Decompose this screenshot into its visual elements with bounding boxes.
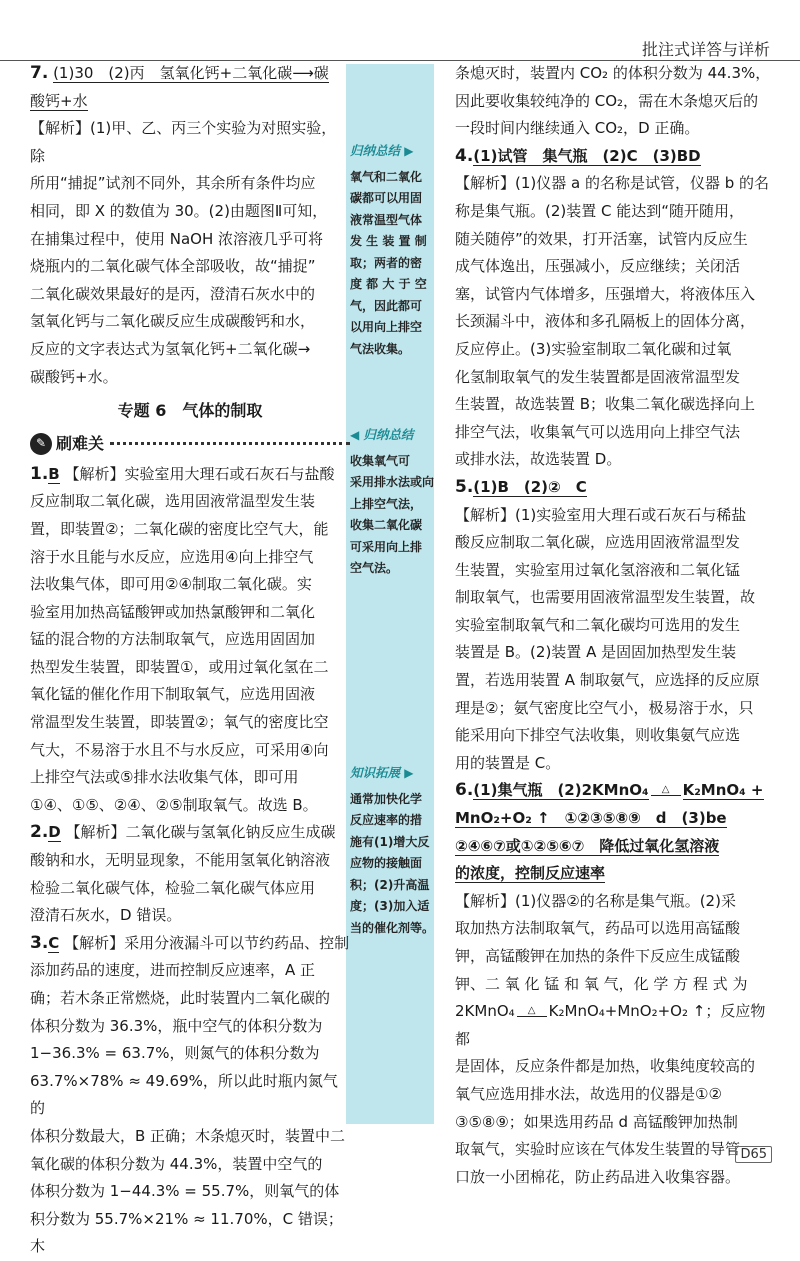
note-line: 收集氧气可	[350, 453, 411, 468]
note-title: 归纳总结	[363, 427, 414, 442]
answer-text: 的浓度，控制反应速率	[455, 864, 606, 883]
analysis-line: 体积分数为 1−44.3% = 55.7%，则氧气的体	[30, 1182, 340, 1201]
analysis-line: 常温型发生装置，即装置②；氧气的密度比空	[30, 713, 329, 732]
note-line: 应物的接触面	[350, 856, 423, 870]
side-note-2	[350, 424, 434, 580]
reaction-arrow	[651, 785, 681, 796]
analysis-line: 溶于水且能与水反应，应选用④向上排空气	[30, 547, 314, 566]
answer-letter: C	[48, 933, 60, 952]
analysis-line: 碳酸钙+水。	[30, 367, 118, 386]
section-header	[30, 429, 350, 459]
equation-right: K₂MnO₄+MnO₂+O₂ ↑；反应物都	[455, 1002, 766, 1048]
arrow-right-icon: ▶	[404, 144, 414, 158]
heat-symbol: △	[527, 1005, 536, 1017]
note-line: 度；(3)加入适	[350, 899, 430, 913]
analysis-line: 理是②；氨气密度比空气小，极易溶于水，只	[455, 698, 754, 717]
analysis-line: 添加药品的速度，进而控制反应速率，A 正	[30, 961, 316, 980]
q6-answer-cont	[455, 833, 771, 861]
analysis-line: 体积分数最大，B 正确；木条熄灭时，装置中二	[30, 1126, 346, 1145]
equation-line	[455, 998, 771, 1053]
note-line: 发 生 装 置 制	[350, 234, 427, 248]
analysis-line: 是固体，反应条件都是加热，收集纯度较高的	[455, 1057, 756, 1076]
analysis-line: 酸反应制取二氧化碳，应选用固液常温型发	[455, 533, 741, 552]
note-title: 归纳总结	[350, 143, 401, 158]
analysis-line: 氧化锰的催化作用下制取氧气，应选用固液	[30, 685, 316, 704]
analysis-line: 置，即装置②；二氧化碳的密度比空气大，能	[30, 519, 329, 538]
answer-text: K₂MnO₄ +	[682, 781, 764, 800]
analysis-line: 氢氧化钙与二氧化碳反应生成碳酸钙和水，	[30, 312, 316, 331]
question-number: 1.	[30, 463, 49, 484]
section-label: 刷难关	[56, 433, 105, 453]
answer-letter: D	[48, 823, 61, 842]
analysis-line: 排空气法，收集氧气可以选用向上排空气法	[455, 422, 741, 441]
q7-answer	[30, 60, 350, 88]
analysis-line: 确；若木条正常燃烧，此时装置内二氧化碳的	[30, 989, 331, 1007]
note-line: 气，因此都可	[350, 298, 423, 313]
analysis-line: 装置是 B。(2)装置 A 是固固加热型发生装	[455, 643, 737, 662]
note-line: 可采用向上排	[350, 539, 423, 554]
analysis-line: 置，若选用装置 A 制取氨气，应选择的反应原	[455, 671, 760, 690]
q3-line	[30, 930, 350, 958]
note-line: 液常温型气体	[350, 212, 423, 227]
note-line: 空气法。	[350, 561, 399, 575]
note-line: 施有(1)增大反	[350, 834, 430, 849]
note-line: 采用排水法或向	[350, 475, 435, 489]
note-line: 积；(2)升高温	[350, 877, 430, 892]
analysis-line: 取加热方法制取氧气，药品可以选用高锰酸	[455, 919, 741, 938]
analysis-line: 相同，即 X 的数值为 30。(2)由题图Ⅱ可知，	[30, 201, 328, 220]
side-note-3	[350, 762, 434, 939]
analysis-line: 热型发生装置，即装置①，或用过氧化氢在二	[30, 657, 329, 676]
analysis-line: 所用“捕捉”试剂不同外，其余所有条件均应	[30, 174, 316, 193]
analysis-line: 氧化碳的体积分数为 44.3%，装置中空气的	[30, 1154, 323, 1173]
analysis-line: 因此要收集较纯净的 CO₂，需在木条熄灭后的	[455, 91, 759, 110]
analysis-line: 澄清石灰水，D 错误。	[30, 906, 182, 925]
analysis-line: 积分数为 55.7%×21% ≈ 11.70%，C 错误；木	[30, 1209, 343, 1256]
analysis-line: 【解析】实验室用大理石或石灰石与盐酸	[64, 464, 335, 483]
q6-answer-cont	[455, 860, 771, 888]
question-number: 2.	[30, 822, 49, 843]
analysis-line: 【解析】采用分液漏斗可以节约药品、控制	[64, 933, 350, 952]
analysis-line: 能采用向下排空气法收集，则收集氨气应选	[455, 726, 741, 745]
analysis-line: 反应停止。(3)实验室制取二氧化碳和过氧	[455, 339, 732, 358]
question-number: 4.	[455, 145, 474, 166]
analysis-line: 体积分数为 36.3%，瓶中空气的体积分数为	[30, 1016, 323, 1035]
note-line: 气法收集。	[350, 341, 411, 356]
question-number: 3.	[30, 932, 49, 953]
analysis-line: ①④、①⑤、②④、②⑤制取氧气。故选 B。	[30, 795, 318, 814]
answer-text: MnO₂+O₂ ↑ ①②③⑤⑧⑨ d (3)be	[455, 809, 727, 828]
q2-line	[30, 819, 350, 847]
analysis-line: 用的装置是 C。	[455, 753, 561, 772]
analysis-line: 制取氧气，也需要用固液常温型发生装置，故	[455, 588, 756, 607]
right-column	[455, 60, 771, 1191]
note-line: 碳都可以用固	[350, 191, 423, 205]
analysis-line: ③⑤⑧⑨；如果选用药品 d 高锰酸钾加热制	[455, 1112, 738, 1131]
analysis-line: 1−36.3% = 63.7%，则氮气的体积分数为	[30, 1044, 320, 1063]
page-header	[0, 34, 800, 61]
analysis-line: 化氢制取氧气的发生装置都是固液常温型发	[455, 367, 741, 386]
analysis-line: 取氧气，实验时应该在气体发生装置的导管	[455, 1140, 741, 1159]
analysis-line: 反应制取二氧化碳，选用固液常温型发生装	[30, 492, 316, 511]
left-column	[30, 60, 350, 1261]
reaction-arrow	[517, 1006, 547, 1017]
q1-line	[30, 461, 350, 489]
analysis-line: 上排空气法或⑤排水法收集气体，即可用	[30, 768, 299, 787]
note-line: 上排空气法，	[350, 496, 423, 511]
q5-answer	[455, 474, 771, 502]
question-number: 6.	[455, 780, 474, 801]
analysis-line: 法收集气体，即可用②④制取二氧化碳。实	[30, 575, 312, 594]
note-line: 反应速率的措	[350, 813, 423, 827]
analysis-line: 钾，高锰酸钾在加热的条件下反应生成锰酸	[455, 947, 741, 965]
analysis-line: 或排水法，故选装置 D。	[455, 450, 622, 469]
analysis-line: 二氧化碳效果最好的是丙，澄清石灰水中的	[30, 284, 316, 303]
analysis-line: 反应的文字表达式为氢氧化钙+二氧化碳→	[30, 339, 311, 358]
dotted-divider	[110, 442, 350, 445]
brush-icon: ✎	[30, 433, 52, 455]
note-line: 通常加快化学	[350, 791, 423, 806]
analysis-line: 生装置，实验室用过氧化氢溶液和二氧化锰	[455, 560, 741, 579]
answer-text: (1)试管 集气瓶 (2)C (3)BD	[473, 146, 701, 165]
question-number: 7.	[30, 63, 49, 83]
answer-letter: B	[48, 464, 60, 483]
note-line: 收集二氧化碳	[350, 518, 423, 532]
note-title: 知识拓展	[350, 765, 401, 780]
analysis-line: 钾、二 氧 化 锰 和 氧 气，化 学 方 程 式 为	[455, 974, 748, 993]
analysis-line: 检验二氧化碳气体，检验二氧化碳气体应用	[30, 878, 316, 897]
equation-left: 2KMnO₄	[455, 1002, 515, 1021]
heat-symbol: △	[661, 784, 670, 796]
header-title: 批注式详答与详析	[641, 40, 770, 59]
note-line: 氧气和二氧化	[350, 169, 423, 184]
analysis-line: 63.7%×78% ≈ 49.69%，所以此时瓶内氮气的	[30, 1071, 338, 1118]
analysis-line: 【解析】(1)仪器 a 的名称是试管，仪器 b 的名	[455, 174, 770, 193]
analysis-line: 气大，不易溶于水且不与水反应，可采用④向	[30, 740, 329, 759]
analysis-line: 生装置，故选装置 B；收集二氧化碳选择向上	[455, 395, 756, 414]
analysis-line: 【解析】(1)甲、乙、丙三个实验为对照实验，除	[30, 119, 337, 165]
q4-answer	[455, 143, 771, 171]
note-line: 取；两者的密	[350, 255, 423, 270]
note-line: 度 都 大 于 空	[350, 277, 427, 291]
question-number: 5.	[455, 476, 474, 497]
analysis-line: 锰的混合物的方法制取氧气，应选用固固加	[30, 630, 316, 649]
answer-text: 酸钙+水	[30, 91, 88, 110]
q6-answer	[455, 777, 771, 805]
q6-answer-cont	[455, 805, 771, 833]
analysis-line: 一段时间内继续通入 CO₂，D 正确。	[455, 119, 700, 138]
analysis-line: 随关随停”的效果，打开活塞，试管内反应生	[455, 229, 748, 248]
side-note-1	[350, 140, 434, 360]
analysis-line: 【解析】二氧化碳与氢氧化钠反应生成碳	[65, 823, 336, 842]
arrow-left-icon: ◀	[350, 428, 360, 442]
note-line: 以用向上排空	[350, 320, 423, 334]
q7-answer-cont	[30, 88, 350, 116]
analysis-line: 实验室制取氧气和二氧化碳均可选用的发生	[455, 615, 741, 634]
answer-text: (1)30 (2)丙 氢氧化钙+二氧化碳⟶碳	[53, 64, 329, 82]
analysis-line: 烧瓶内的二氧化碳气体全部吸收，故“捕捉”	[30, 257, 316, 276]
analysis-line: 口放一小团棉花，防止药品进入收集容器。	[455, 1167, 741, 1186]
answer-text: (1)B (2)② C	[473, 477, 587, 496]
answer-text: (1)集气瓶 (2)2KMnO₄	[473, 781, 649, 800]
analysis-line: 条熄灭时，装置内 CO₂ 的体积分数为 44.3%，	[455, 64, 771, 82]
analysis-line: 成气体逸出，压强减小，反应继续；关闭活	[455, 257, 741, 276]
analysis-line: 在捕集过程中，使用 NaOH 浓溶液几乎可将	[30, 229, 324, 248]
note-line: 当的催化剂等。	[350, 920, 435, 935]
analysis-line: 称是集气瓶。(2)装置 C 能达到“随开随用，	[455, 201, 745, 220]
topic-title: 专题 6 气体的制取	[117, 401, 263, 421]
analysis-line: 验室用加热高锰酸钾或加热氯酸钾和二氧化	[30, 602, 316, 621]
arrow-right-icon: ▶	[404, 766, 414, 780]
analysis-line: 氧气应选用排水法，故选用的仪器是①②	[455, 1084, 722, 1103]
answer-text: ②④⑥⑦或①②⑤⑥⑦ 降低过氧化氢溶液	[455, 836, 720, 855]
analysis-line: 长颈漏斗中，液体和多孔隔板上的固体分离，	[455, 312, 756, 331]
analysis-line: 【解析】(1)实验室用大理石或石灰石与稀盐	[455, 505, 747, 524]
analysis-line: 塞，试管内气体增多，压强增大，将液体压入	[455, 284, 756, 303]
analysis-line: 【解析】(1)仪器②的名称是集气瓶。(2)采	[455, 891, 736, 910]
analysis-line: 酸钠和水，无明显现象，不能用氢氧化钠溶液	[30, 851, 331, 870]
page-number: D65	[735, 1146, 772, 1163]
